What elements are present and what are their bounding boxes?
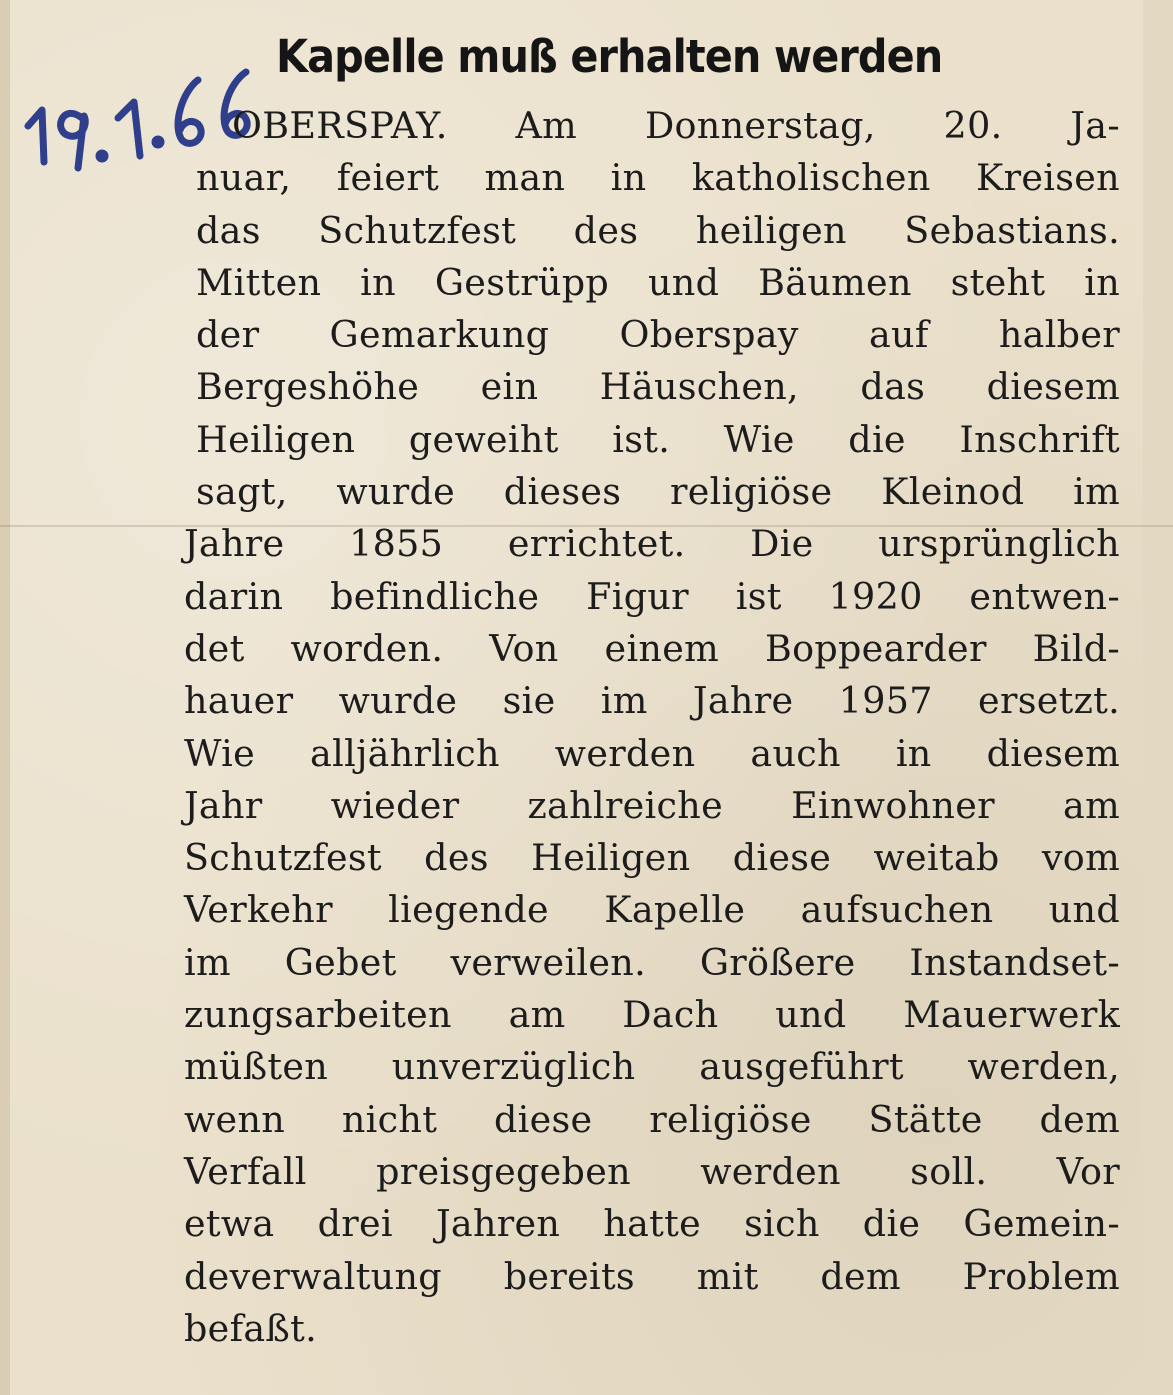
- article-line: der Gemarkung Oberspay auf halber: [196, 313, 1120, 357]
- article-line: hauer wurde sie im Jahre 1957 ersetzt.: [184, 679, 1120, 723]
- article-line: Jahre 1855 errichtet. Die ursprünglich: [184, 522, 1120, 566]
- article-line: darin befindliche Figur ist 1920 entwen-: [184, 574, 1120, 618]
- article-line: zungsarbeiten am Dach und Mauerwerk: [184, 993, 1120, 1037]
- article-line: Heiligen geweiht ist. Wie die Inschrift: [196, 417, 1120, 461]
- article-line: sagt, wurde dieses religiöse Kleinod im: [196, 470, 1120, 514]
- article-line: befaßt.: [184, 1306, 317, 1350]
- article-line: das Schutzfest des heiligen Sebastians.: [196, 208, 1120, 252]
- article-line: Verfall preisgegeben werden soll. Vor: [184, 1149, 1120, 1193]
- article-line: deverwaltung bereits mit dem Problem: [184, 1254, 1120, 1298]
- article-line: OBERSPAY. Am Donnerstag, 20. Ja-: [232, 104, 1120, 147]
- clipping-left-edge: [0, 0, 10, 1395]
- article-line: müßten unverzüglich ausgeführt werden,: [184, 1045, 1120, 1089]
- article-line: Mitten in Gestrüpp und Bäumen steht in: [196, 260, 1120, 304]
- article-line: det worden. Von einem Boppearder Bild-: [184, 626, 1120, 670]
- article-line: im Gebet verweilen. Größere Instandset-: [184, 940, 1120, 984]
- article-line: wenn nicht diese religiöse Stätte dem: [184, 1097, 1120, 1141]
- headline: Kapelle muß erhalten werden: [276, 30, 943, 83]
- article-line: etwa drei Jahren hatte sich die Gemein-: [184, 1202, 1120, 1246]
- clipping-right-edge: [1143, 0, 1173, 1395]
- article-line: Schutzfest des Heiligen diese weitab vom: [184, 836, 1120, 880]
- article-line: Wie alljährlich werden auch in diesem: [184, 731, 1120, 775]
- article-line: Verkehr liegende Kapelle aufsuchen und: [184, 888, 1120, 932]
- article-line: nuar, feiert man in katholischen Kreisen: [196, 156, 1120, 200]
- article-line: Jahr wieder zahlreiche Einwohner am: [184, 783, 1120, 827]
- article-line: Bergeshöhe ein Häuschen, das diesem: [196, 365, 1120, 409]
- article-body: [184, 100, 1120, 1355]
